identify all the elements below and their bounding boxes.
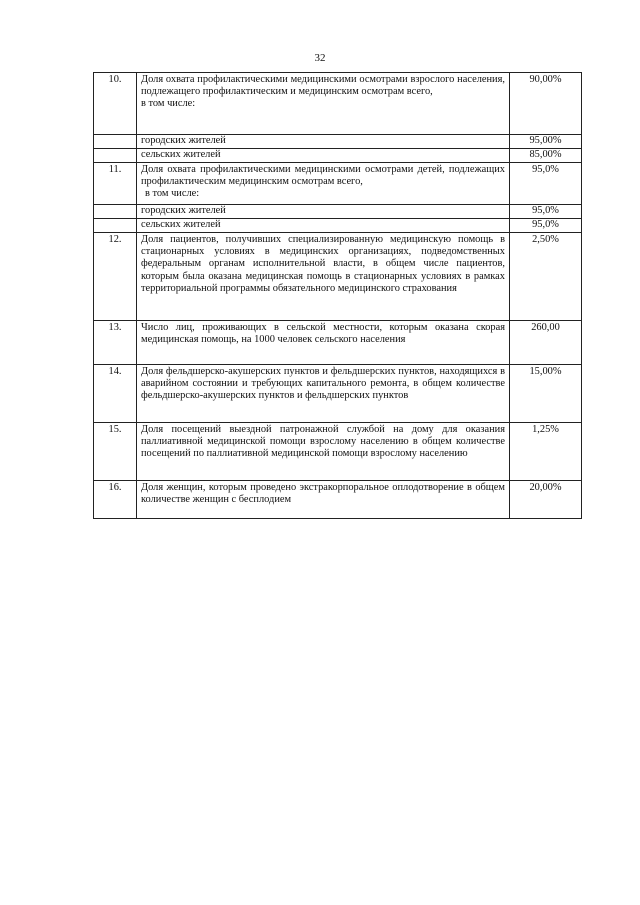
table-row [94, 365, 582, 423]
row-number: 15. [94, 423, 137, 481]
indicator-value: 85,00% [510, 149, 582, 163]
row-number: 12. [94, 233, 137, 321]
table-row [94, 149, 582, 163]
indicator-value: 90,00% [510, 73, 582, 135]
indicator-text-main: Доля охвата профилактическими медицинскими осмотрами взрослого населения, подлежащего профилактическим и медицинским осмотрам всего, [141, 74, 505, 98]
row-number [94, 149, 137, 163]
indicator-text-main: Доля охвата профилактическими медицинскими осмотрами детей, подлежащих профилактическим медицинским осмотрам всего, [141, 164, 505, 188]
indicator-text [137, 163, 510, 205]
table-row [94, 321, 582, 365]
indicator-value: 20,00% [510, 481, 582, 519]
row-number: 16. [94, 481, 137, 519]
table-row [94, 135, 582, 149]
indicator-value: 15,00% [510, 365, 582, 423]
indicator-text: сельских жителей [137, 219, 510, 233]
table-row [94, 423, 582, 481]
row-number: 10. [94, 73, 137, 135]
indicator-value: 95,0% [510, 163, 582, 205]
indicator-value: 95,00% [510, 135, 582, 149]
indicator-text: Доля посещений выездной патронажной службой на дому для оказания паллиативной медицинской помощи взрослому населению в общем количестве посещений по паллиативной медицинской помощи взрослому населению [137, 423, 510, 481]
indicator-text-continuation: в том числе: [141, 98, 196, 110]
row-number [94, 205, 137, 219]
row-number: 13. [94, 321, 137, 365]
indicator-value: 2,50% [510, 233, 582, 321]
indicator-text: Доля пациентов, получивших специализированную медицинскую помощь в стационарных условиях в медицинских организациях, подведомственных федеральным органам исполнительной власти, в общем числе пациентов, которым была оказана медицинская помощь в стационарных условиях в рамках территориальной программы обязательного медицинского страхования [137, 233, 510, 321]
row-number [94, 135, 137, 149]
table-row [94, 205, 582, 219]
table-row [94, 233, 582, 321]
table-row [94, 73, 582, 135]
indicator-text: Число лиц, проживающих в сельской местности, которым оказана скорая медицинская помощь, на 1000 человек сельского населения [137, 321, 510, 365]
row-number: 11. [94, 163, 137, 205]
row-number [94, 219, 137, 233]
indicator-text-continuation: в том числе: [145, 188, 200, 200]
indicator-text: городских жителей [137, 205, 510, 219]
indicator-text: городских жителей [137, 135, 510, 149]
indicator-text: Доля фельдшерско-акушерских пунктов и фельдшерских пунктов, находящихся в аварийном состоянии и требующих капитального ремонта, в общем количестве фельдшерско-акушерских пунктов и фельдшерских пунктов [137, 365, 510, 423]
indicator-value: 260,00 [510, 321, 582, 365]
indicators-table [93, 72, 582, 519]
indicator-value: 95,0% [510, 205, 582, 219]
indicator-value: 1,25% [510, 423, 582, 481]
indicator-text: Доля женщин, которым проведено экстракорпоральное оплодотворение в общем количестве женщин с бесплодием [137, 481, 510, 519]
row-number: 14. [94, 365, 137, 423]
indicator-text: сельских жителей [137, 149, 510, 163]
page-number: 32 [314, 52, 326, 64]
table-row [94, 481, 582, 519]
table-row [94, 219, 582, 233]
table-row [94, 163, 582, 205]
indicator-text [137, 73, 510, 135]
indicator-value: 95,0% [510, 219, 582, 233]
